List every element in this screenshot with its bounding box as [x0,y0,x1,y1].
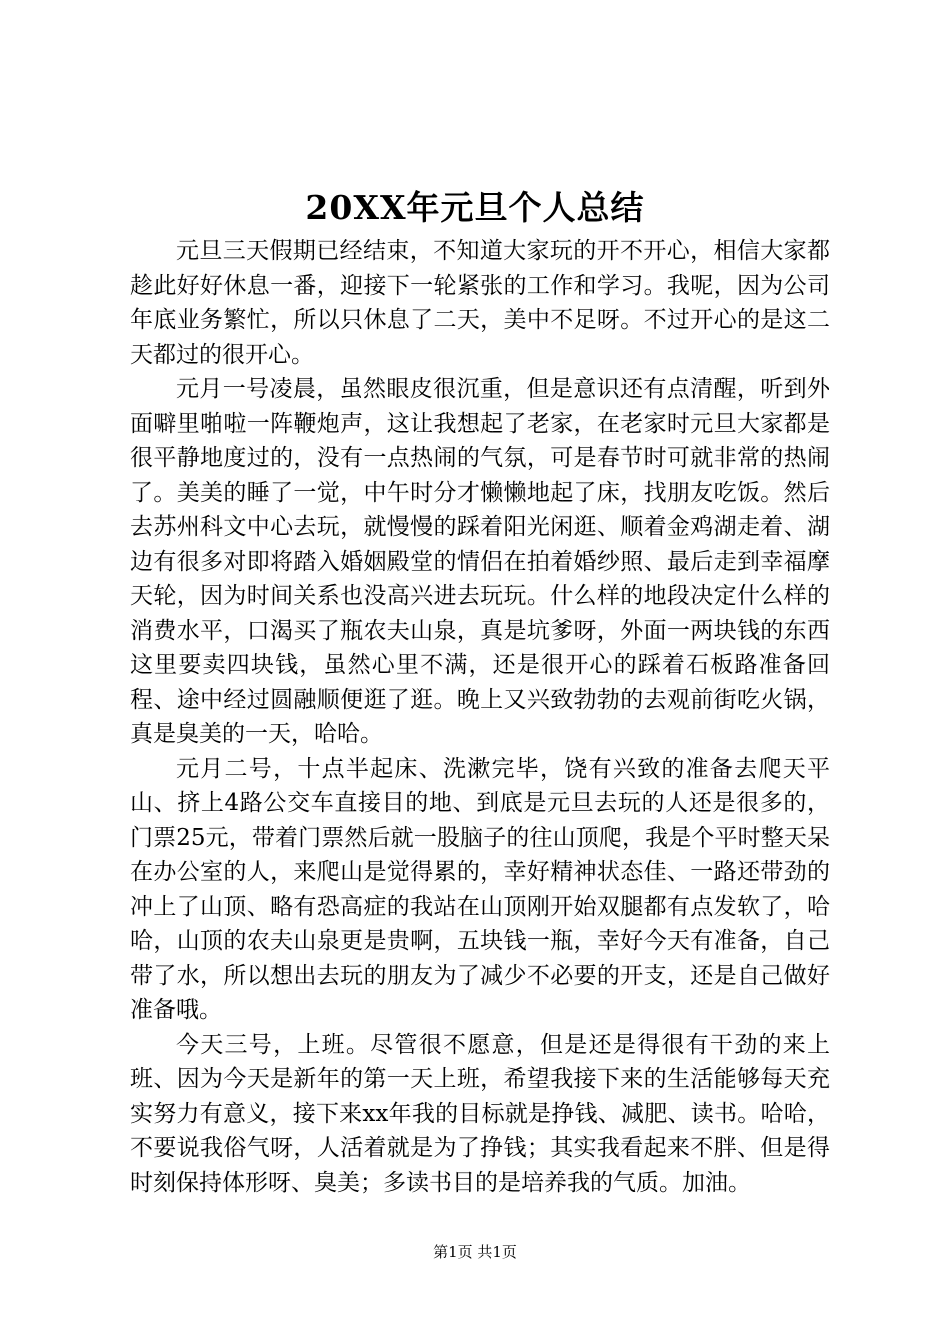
paragraph: 元月一号凌晨，虽然眼皮很沉重，但是意识还有点清醒，听到外面噼里啪啦一阵鞭炮声，这让我想起了老家，在老家时元旦大家都是很平静地度过的，没有一点热闹的气氛，可是春节时可就非常的热闹了。美美的睡了一觉，中午时分才懒懒地起了床，找朋友吃饭。然后去苏州科文中心去玩，就慢慢的踩着阳光闲逛、顺着金鸡湖走着、湖边有很多对即将踏入婚姻殿堂的情侣在拍着婚纱照、最后走到幸福摩天轮，因为时间关系也没高兴进去玩玩。什么样的地段决定什么样的消费水平，口渴买了瓶农夫山泉，真是坑爹呀，外面一两块钱的东西这里要卖四块钱，虽然心里不满，还是很开心的踩着石板路准备回程、途中经过圆融顺便逛了逛。晚上又兴致勃勃的去观前街吃火锅，真是臭美的一天，哈哈。 [130,376,830,747]
paragraph: 元旦三天假期已经结束，不知道大家玩的开不开心，相信大家都趁此好好休息一番，迎接下一轮紧张的工作和学习。我呢，因为公司年底业务繁忙，所以只休息了二天，美中不足呀。不过开心的是这二天都过的很开心。 [130,238,830,368]
document-body [130,234,830,1200]
document-title: 20XX年元旦个人总结 [305,188,645,227]
paragraph: 今天三号，上班。尽管很不愿意，但是还是得很有干劲的来上班、因为今天是新年的第一天上班，希望我接下来的生活能够每天充实努力有意义，接下来xx年我的目标就是挣钱、减肥、读书。哈哈，不要说我俗气呀，人活着就是为了挣钱；其实我看起来不胖、但是得时刻保持体形呀、臭美；多读书目的是培养我的气质。加油。 [130,1031,830,1196]
paragraph: 元月二号，十点半起床、洗漱完毕，饶有兴致的准备去爬天平山、挤上4路公交车直接目的地、到底是元旦去玩的人还是很多的，门票25元，带着门票然后就一股脑子的往山顶爬，我是个平时整天呆在办公室的人，来爬山是觉得累的，幸好精神状态佳、一路还带劲的冲上了山顶、略有恐高症的我站在山顶刚开始双腿都有点发软了，哈哈，山顶的农夫山泉更是贵啊，五块钱一瓶，幸好今天有准备，自己带了水，所以想出去玩的朋友为了减少不必要的开支，还是自己做好准备哦。 [130,755,830,1023]
page-footer: 第1页 共1页 [433,1243,517,1261]
